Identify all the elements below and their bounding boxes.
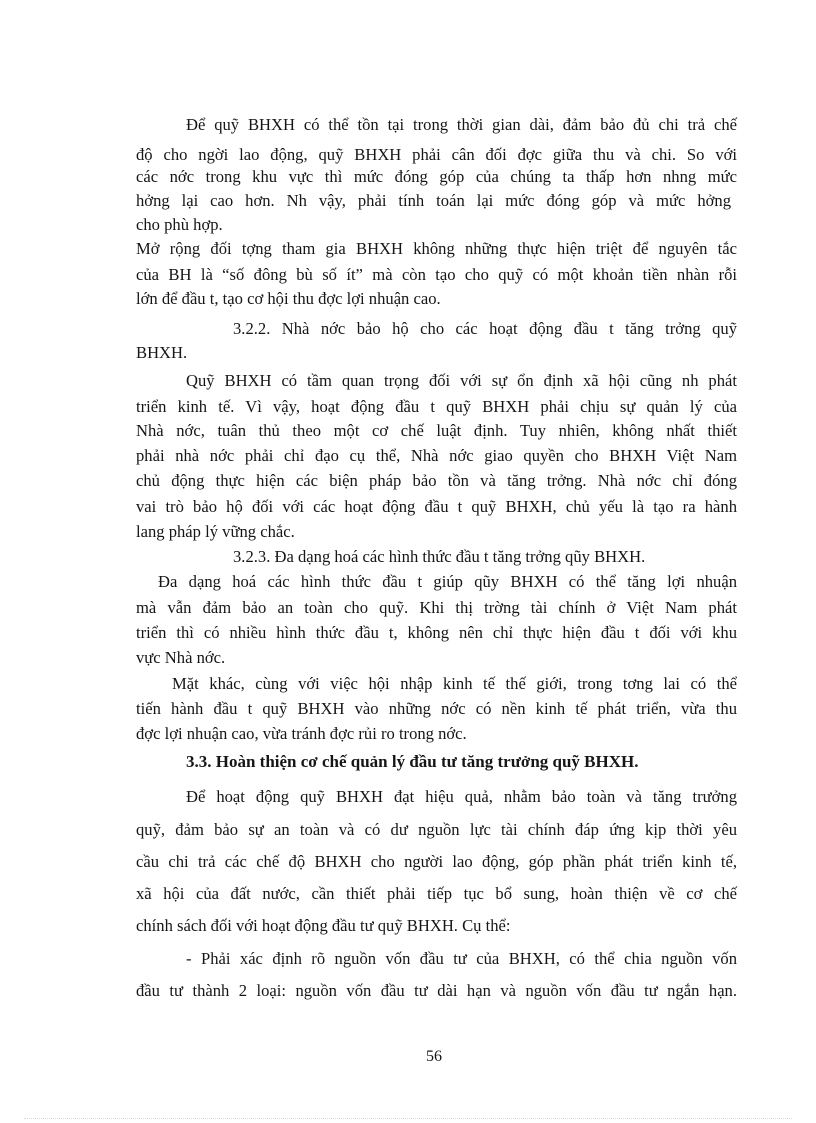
section-3-2-2-heading-line-1: 3.2.2. Nhà nớc bảo hộ cho các hoạt động đầu t tăng trởng quỹ	[233, 319, 737, 338]
paragraph-7-line-2: đầu tư thành 2 loại: nguồn vốn đầu tư dài hạn và nguồn vốn đầu tư ngắn hạn.	[136, 981, 737, 1000]
paragraph-6-line-5: chính sách đối với hoạt động đầu tư quỹ BHXH. Cụ thể:	[136, 916, 511, 935]
paragraph-4-line-3: triển thì có nhiều hình thức đầu t, không nên chỉ thực hiện đầu t đối với khu	[136, 623, 737, 642]
section-3-2-3-heading: 3.2.3. Đa dạng hoá các hình thức đầu t tăng trởng qũy BHXH.	[233, 547, 646, 566]
paragraph-3-line-1: Quỹ BHXH có tầm quan trọng đối với sự ổn định xã hội cũng nh phát	[186, 371, 737, 390]
paragraph-3-line-2: triển kinh tế. Vì vậy, hoạt động đầu t quỹ BHXH phải chịu sự quản lý của	[136, 397, 737, 416]
page-number: 56	[426, 1048, 442, 1065]
paragraph-1-line-3: các nớc trong khu vực thì mức đóng góp của chúng ta thấp hơn nhng mức	[136, 167, 737, 186]
paragraph-5-line-3: đợc lợi nhuận cao, vừa tránh đợc rủi ro trong nớc.	[136, 724, 467, 743]
paragraph-5-line-1: Mặt khác, cùng với việc hội nhập kinh tế thế giới, trong tơng lai có thể	[172, 674, 737, 693]
paragraph-2-line-3: lớn để đầu t, tạo cơ hội thu đợc lợi nhuận cao.	[136, 289, 441, 308]
paragraph-4-line-4: vực Nhà nớc.	[136, 648, 226, 667]
paragraph-6-line-2: quỹ, đảm bảo sự an toàn và có dư nguồn lực tài chính đáp ứng kịp thời yêu	[136, 820, 737, 839]
paragraph-6-line-3: cầu chi trả các chế độ BHXH cho người lao động, góp phần phát triển kinh tế,	[136, 852, 737, 871]
section-3-3-heading: 3.3. Hoàn thiện cơ chế quản lý đầu tư tăng trưởng quỹ BHXH.	[186, 752, 639, 771]
paragraph-4-line-2: mà vẫn đảm bảo an toàn cho quỹ. Khi thị trờng tài chính ở Việt Nam phát	[136, 598, 737, 617]
page-bottom-divider	[24, 1118, 792, 1119]
paragraph-6-line-1: Để hoạt động quỹ BHXH đạt hiệu quả, nhằm bảo toàn và tăng trưởng	[186, 787, 737, 806]
paragraph-6-line-4: xã hội của đất nước, cần thiết phải tiếp tục bổ sung, hoàn thiện về cơ chế	[136, 884, 737, 903]
paragraph-2-line-1: Mở rộng đối tợng tham gia BHXH không những thực hiện triệt để nguyên tắc	[136, 239, 737, 258]
paragraph-7-line-1: - Phải xác định rõ nguồn vốn đầu tư của BHXH, có thể chia nguồn vốn	[186, 949, 737, 968]
paragraph-3-line-4: phải nhà nớc phải chỉ đạo cụ thể, Nhà nớc giao quyền cho BHXH Việt Nam	[136, 446, 737, 465]
paragraph-1-line-5: cho phù hợp.	[136, 215, 223, 234]
paragraph-1-line-4: hởng lại cao hơn. Nh vậy, phải tính toán lại mức đóng góp và mức hởng	[136, 191, 731, 210]
paragraph-1-line-2: độ cho ngời lao động, quỹ BHXH phải cân đối đợc giữa thu và chi. So với	[136, 145, 737, 164]
paragraph-5-line-2: tiến hành đầu t quỹ BHXH vào những nớc có nền kinh tế phát triển, vừa thu	[136, 699, 737, 718]
paragraph-4-line-1: Đa dạng hoá các hình thức đầu t giúp qũy BHXH có thể tăng lợi nhuận	[158, 572, 737, 591]
paragraph-3-line-3: Nhà nớc, tuân thủ theo một cơ chế luật định. Tuy nhiên, không nhất thiết	[136, 421, 737, 440]
paragraph-2-line-2: của BH là “số đông bù số ít” mà còn tạo cho quỹ có một khoản tiền nhàn rỗi	[136, 265, 737, 284]
paragraph-3-line-7: lang pháp lý vững chắc.	[136, 522, 295, 541]
section-3-2-2-heading-line-2: BHXH.	[136, 343, 188, 362]
paragraph-1-line-1: Để quỹ BHXH có thể tồn tại trong thời gian dài, đảm bảo đủ chi trả chế	[186, 115, 737, 134]
paragraph-3-line-6: vai trò bảo hộ đối với các hoạt động đầu t quỹ BHXH, chủ yếu là tạo ra hành	[136, 497, 737, 516]
paragraph-3-line-5: chủ động thực hiện các biện pháp bảo tồn và tăng trởng. Nhà nớc chỉ đóng	[136, 471, 737, 490]
